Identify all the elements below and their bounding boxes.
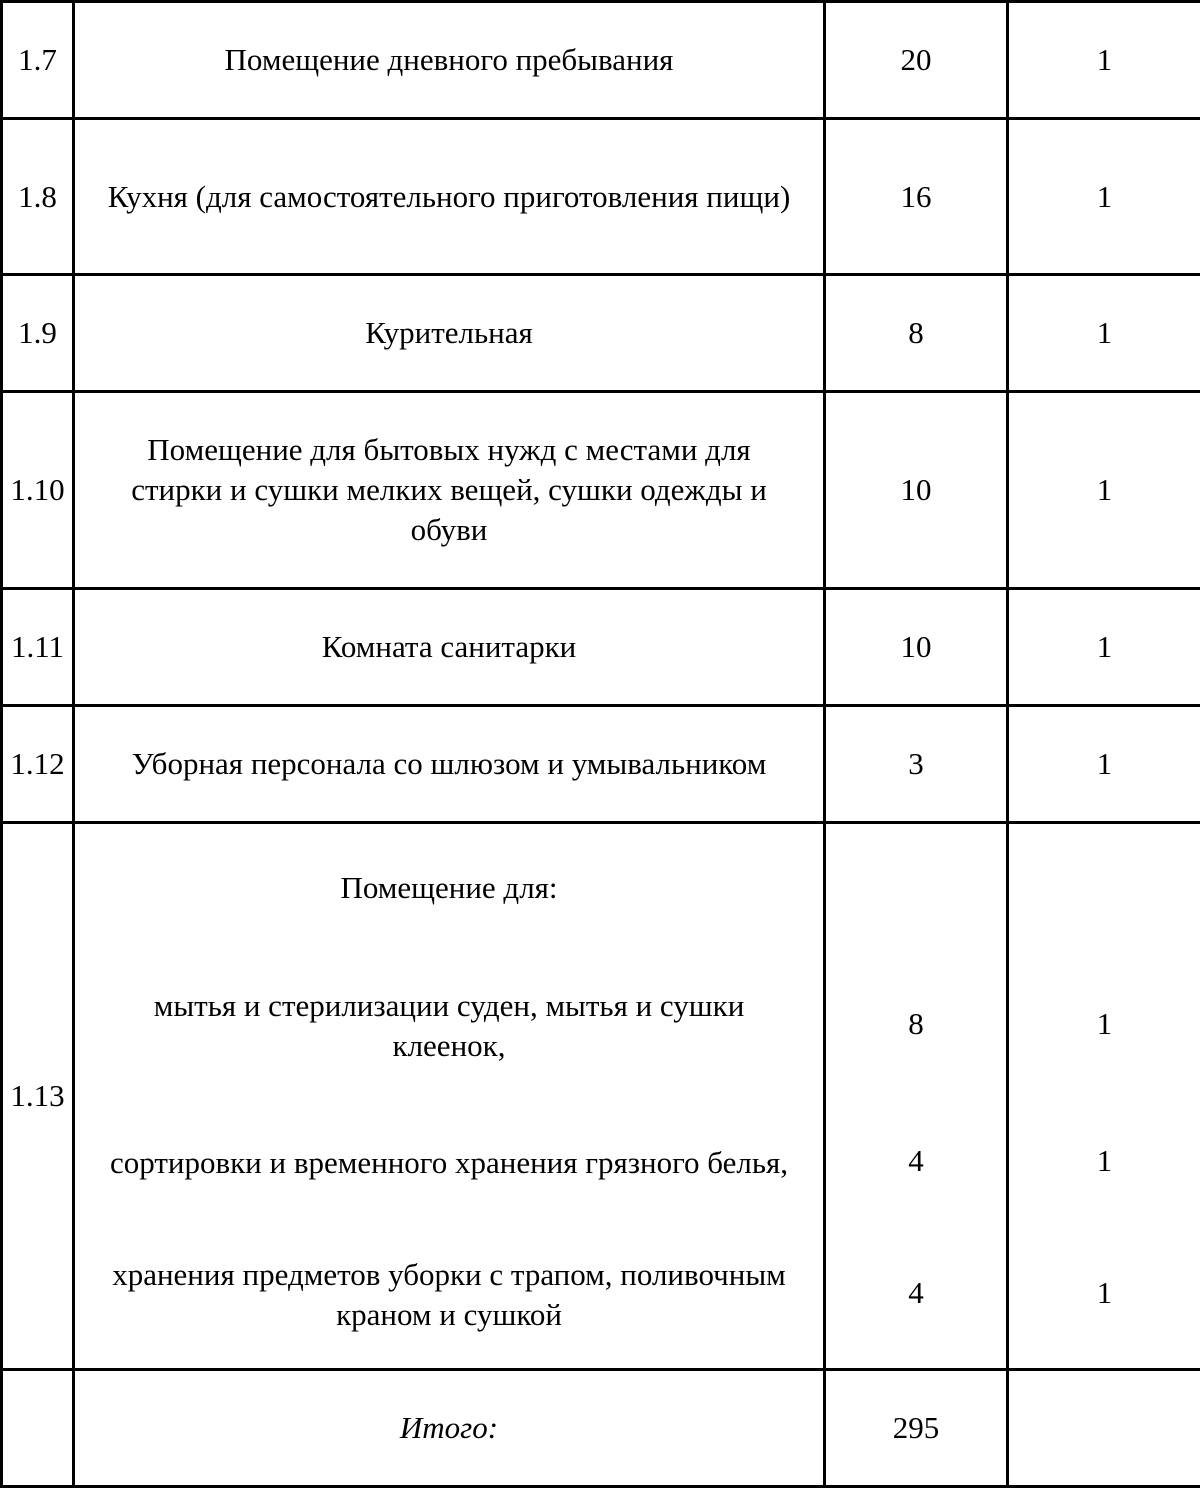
sub-room-name: мытья и стерилизации суден, мытья и сушки клеенок, bbox=[75, 948, 823, 1104]
room-name: Кухня (для самостоятельного приготовления пищи) bbox=[74, 119, 825, 275]
table-row bbox=[2, 589, 1200, 706]
sub-room-count: 1 bbox=[1009, 1102, 1200, 1220]
table-row bbox=[2, 119, 1200, 275]
sub-room-name: сортировки и временного хранения грязного белья, bbox=[75, 1104, 823, 1222]
sub-room-area: 4 bbox=[826, 1102, 1006, 1220]
sub-room-count: 1 bbox=[1009, 946, 1200, 1102]
sub-room-name: хранения предметов уборки с трапом, поливочным краном и сушкой bbox=[75, 1222, 823, 1368]
room-area: 10 bbox=[825, 392, 1008, 589]
row-number: 1.7 bbox=[2, 2, 74, 119]
row-number: 1.10 bbox=[2, 392, 74, 589]
total-count bbox=[1008, 1370, 1200, 1487]
room-name: Помещение для бытовых нужд с местами для стирки и сушки мелких вещей, сушки одежды и обуви bbox=[74, 392, 825, 589]
room-area: 10 bbox=[825, 589, 1008, 706]
row-number: 1.13 bbox=[2, 823, 74, 1370]
total-label: Итого: bbox=[74, 1370, 825, 1487]
row-number: 1.9 bbox=[2, 275, 74, 392]
room-count: 1 bbox=[1008, 2, 1200, 119]
room-count: 1 bbox=[1008, 119, 1200, 275]
room-count: 1 bbox=[1008, 392, 1200, 589]
row-number: 1.8 bbox=[2, 119, 74, 275]
row-number: 1.11 bbox=[2, 589, 74, 706]
sub-room-count: 1 bbox=[1009, 1220, 1200, 1366]
table-row bbox=[2, 392, 1200, 589]
room-count: 1 bbox=[1008, 706, 1200, 823]
room-area: 20 bbox=[825, 2, 1008, 119]
total-area: 295 bbox=[825, 1370, 1008, 1487]
table-row bbox=[2, 2, 1200, 119]
room-count: 1 bbox=[1008, 589, 1200, 706]
total-row bbox=[2, 1370, 1200, 1487]
room-name: Комната санитарки bbox=[74, 589, 825, 706]
sub-room-area: 4 bbox=[826, 1220, 1006, 1366]
room-area-group bbox=[825, 823, 1008, 1370]
table-row bbox=[2, 275, 1200, 392]
room-count-group bbox=[1008, 823, 1200, 1370]
room-count: 1 bbox=[1008, 275, 1200, 392]
room-name: Помещение дневного пребывания bbox=[74, 2, 825, 119]
row-number: 1.12 bbox=[2, 706, 74, 823]
table-row bbox=[2, 706, 1200, 823]
room-area: 16 bbox=[825, 119, 1008, 275]
sub-room-area: 8 bbox=[826, 946, 1006, 1102]
room-name-group bbox=[74, 823, 825, 1370]
table-row bbox=[2, 823, 1200, 1370]
room-area: 3 bbox=[825, 706, 1008, 823]
group-heading: Помещение для: bbox=[75, 824, 823, 948]
total-number bbox=[2, 1370, 74, 1487]
room-area: 8 bbox=[825, 275, 1008, 392]
room-name: Курительная bbox=[74, 275, 825, 392]
room-name: Уборная персонала со шлюзом и умывальником bbox=[74, 706, 825, 823]
